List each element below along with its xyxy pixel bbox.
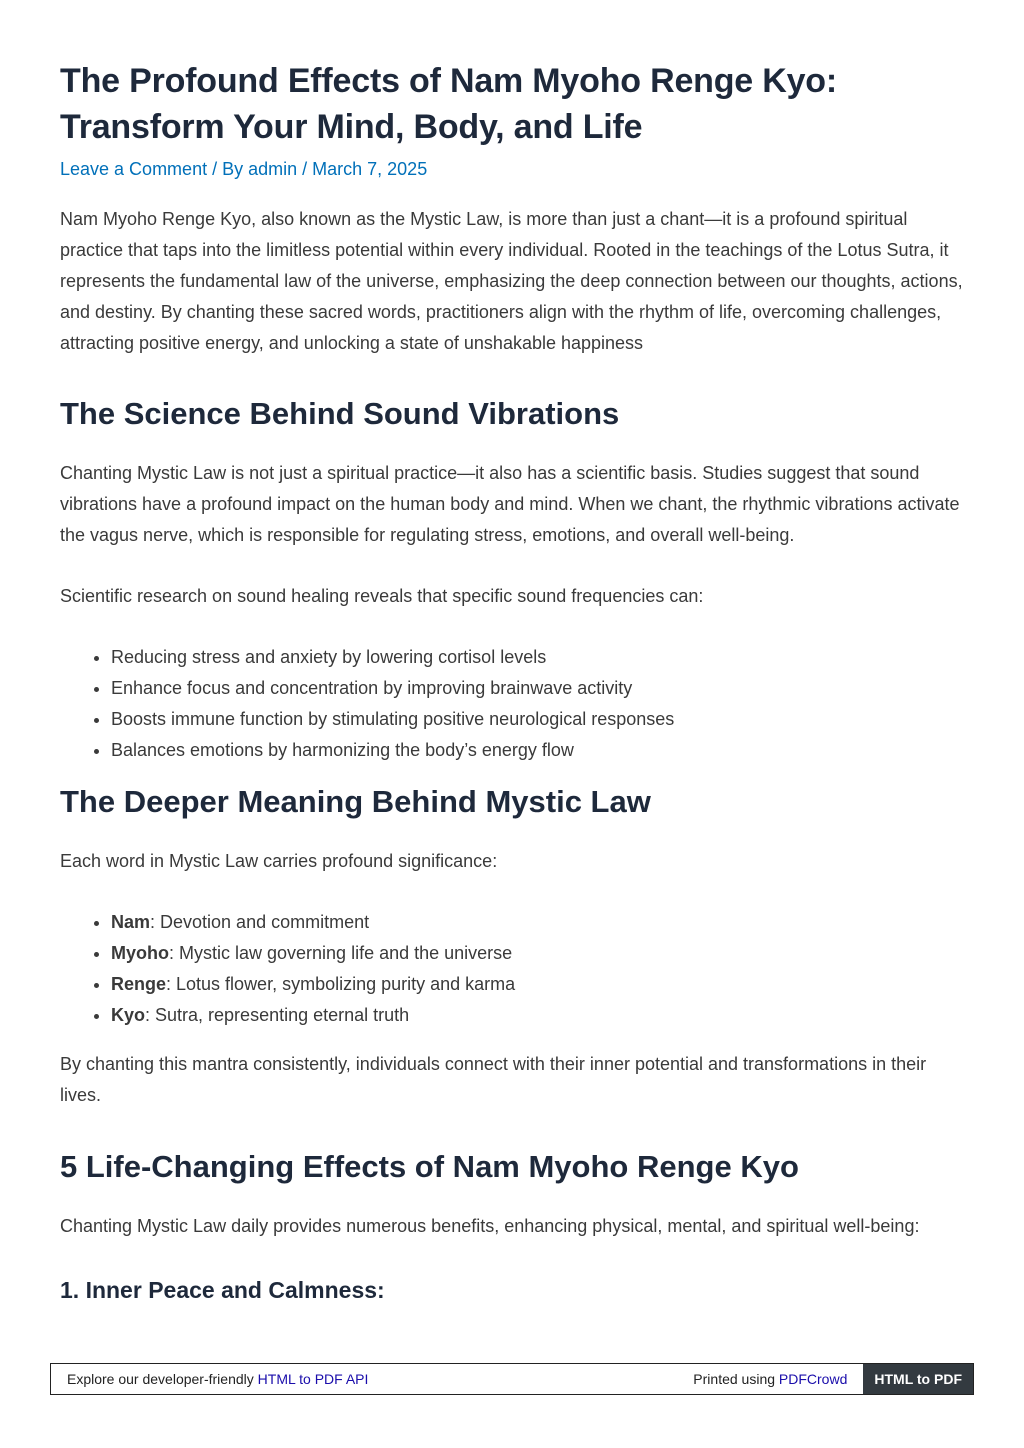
html-to-pdf-api-link[interactable]: HTML to PDF API — [257, 1371, 369, 1387]
subheading-inner-peace: 1. Inner Peace and Calmness: — [60, 1277, 385, 1303]
term-label: Nam — [111, 912, 151, 932]
list-item: • Reducing stress and anxiety by lowering cortisol levels — [111, 642, 970, 673]
page-title: The Profound Effects of Nam Myoho Renge Kyo: Transform Your Mind, Body, and Life — [60, 62, 838, 146]
term-description: : Devotion and commitment — [150, 912, 370, 932]
science-paragraph: Chanting Mystic Law is not just a spiritual practice—it also has a scientific basis. Studies suggest that sound vibrations have a profound impact on the human body and mind. When we chant, the rhythmic vibrations activate the vagus nerve, which is responsible for regulating stress, emotions, and overall well-being. — [60, 463, 960, 545]
term-label: Kyo — [111, 1005, 146, 1025]
meta-separator: / — [297, 159, 313, 179]
post-meta — [60, 156, 970, 182]
footer-right-text: Printed using — [693, 1371, 779, 1387]
date-link[interactable]: March 7, 2025 — [312, 159, 428, 179]
list-item — [111, 1000, 970, 1031]
article — [60, 58, 970, 1306]
section-heading-effects: 5 Life-Changing Effects of Nam Myoho Renge Kyo — [60, 1149, 799, 1184]
list-item — [111, 938, 970, 969]
meaning-intro-paragraph: Each word in Mystic Law carries profound significance: — [60, 851, 498, 871]
list-item — [111, 907, 970, 938]
effects-intro-paragraph: Chanting Mystic Law daily provides numerous benefits, enhancing physical, mental, and spiritual well-being: — [60, 1216, 920, 1236]
section-heading-meaning: The Deeper Meaning Behind Mystic Law — [60, 784, 651, 819]
list-item: • Balances emotions by harmonizing the body’s energy flow — [111, 735, 970, 766]
list-item — [111, 969, 970, 1000]
term-description: : Sutra, representing eternal truth — [145, 1005, 410, 1025]
leave-comment-link[interactable]: Leave a Comment — [60, 159, 208, 179]
footer-left-text: Explore our developer-friendly — [67, 1371, 258, 1387]
term-description: : Mystic law governing life and the universe — [169, 943, 513, 963]
pdfcrowd-link[interactable]: PDFCrowd — [778, 1371, 848, 1387]
footer-left — [51, 1371, 693, 1387]
terms-list — [60, 907, 970, 1031]
intro-paragraph: Nam Myoho Renge Kyo, also known as the Mystic Law, is more than just a chant—it is a profound spiritual practice that taps into the limitless potential within every individual. Rooted in the teachings of the Lotus Sutra, it represents the fundamental law of the universe, emphasizing the deep connection between our thoughts, actions, and destiny. By chanting these sacred words, practitioners align with the rhythm of life, overcoming challenges, attracting positive energy, and unlocking a state of unshakable happiness — [60, 209, 963, 353]
html-to-pdf-button[interactable]: HTML to PDF — [863, 1364, 973, 1394]
mantra-paragraph: By chanting this mantra consistently, individuals connect with their inner potential and transformations in their lives. — [60, 1054, 927, 1105]
section-heading-science: The Science Behind Sound Vibrations — [60, 396, 620, 431]
pdfcrowd-footer-bar — [50, 1363, 974, 1395]
benefits-list — [60, 642, 970, 766]
author-link[interactable]: admin — [248, 159, 298, 179]
term-description: : Lotus flower, symbolizing purity and karma — [166, 974, 516, 994]
term-label: Myoho — [111, 943, 169, 963]
list-item: • Enhance focus and concentration by improving brainwave activity — [111, 673, 970, 704]
term-label: Renge — [111, 974, 167, 994]
footer-right — [693, 1371, 863, 1387]
list-item: • Boosts immune function by stimulating positive neurological responses — [111, 704, 970, 735]
meta-separator: / By — [207, 159, 249, 179]
research-paragraph: Scientific research on sound healing reveals that specific sound frequencies can: — [60, 586, 704, 606]
